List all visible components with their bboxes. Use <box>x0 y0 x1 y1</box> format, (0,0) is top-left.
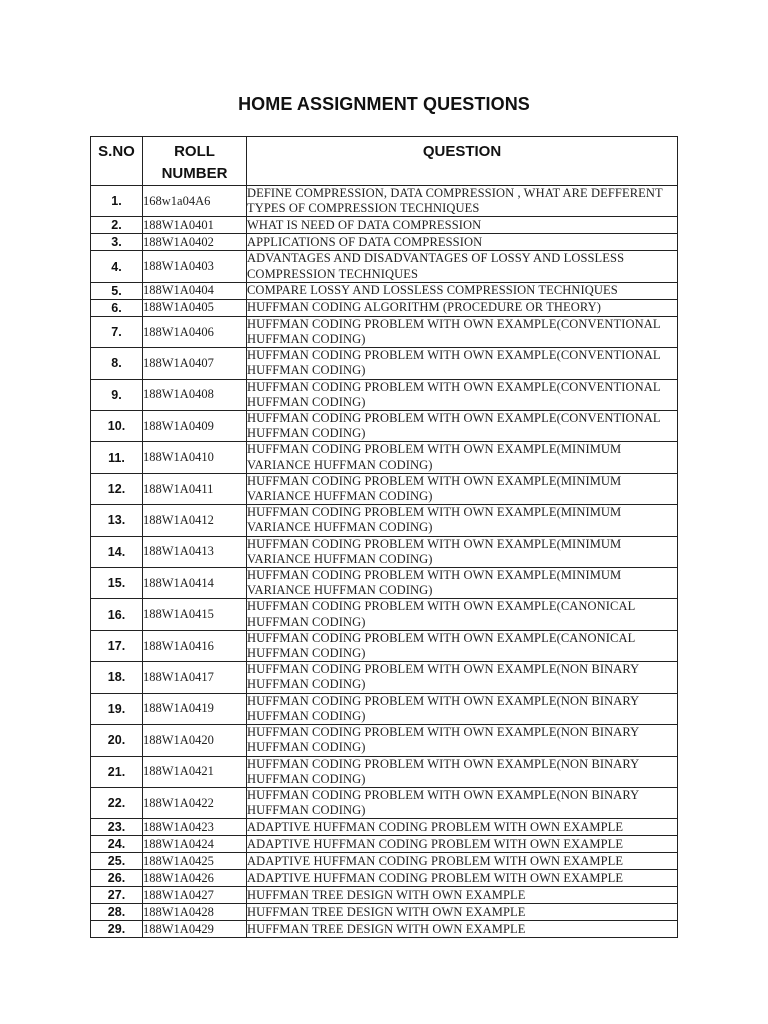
table-row <box>91 599 678 630</box>
row-question: HUFFMAN CODING PROBLEM WITH OWN EXAMPLE(CONVENTIONAL HUFFMAN CODING) <box>247 316 678 347</box>
row-question: HUFFMAN CODING PROBLEM WITH OWN EXAMPLE(MINIMUM VARIANCE HUFFMAN CODING) <box>247 568 678 599</box>
row-roll-number: 188W1A0421 <box>143 756 247 787</box>
row-roll-number: 188W1A0413 <box>143 536 247 567</box>
header-sno: S.NO <box>91 137 143 186</box>
table-header-row <box>91 137 678 186</box>
row-sno: 24. <box>91 836 143 853</box>
table-row <box>91 505 678 536</box>
row-question: DEFINE COMPRESSION, DATA COMPRESSION , WHAT ARE DEFFERENT TYPES OF COMPRESSION TECHNIQUES <box>247 186 678 217</box>
row-sno: 26. <box>91 870 143 887</box>
row-roll-number: 188W1A0410 <box>143 442 247 473</box>
row-roll-number: 188W1A0427 <box>143 887 247 904</box>
row-roll-number: 188W1A0425 <box>143 853 247 870</box>
row-sno: 28. <box>91 904 143 921</box>
row-roll-number: 188W1A0407 <box>143 348 247 379</box>
table-row <box>91 442 678 473</box>
table-row <box>91 630 678 661</box>
table-row <box>91 217 678 234</box>
table-row <box>91 282 678 299</box>
row-roll-number: 188W1A0402 <box>143 234 247 251</box>
row-question: ADAPTIVE HUFFMAN CODING PROBLEM WITH OWN EXAMPLE <box>247 819 678 836</box>
table-row <box>91 299 678 316</box>
row-sno: 12. <box>91 473 143 504</box>
row-roll-number: 188W1A0416 <box>143 630 247 661</box>
table-row <box>91 348 678 379</box>
table-row <box>91 411 678 442</box>
table-row <box>91 887 678 904</box>
row-roll-number: 168w1a04A6 <box>143 186 247 217</box>
row-sno: 19. <box>91 693 143 724</box>
row-roll-number: 188W1A0411 <box>143 473 247 504</box>
row-sno: 21. <box>91 756 143 787</box>
row-question: HUFFMAN CODING PROBLEM WITH OWN EXAMPLE(CONVENTIONAL HUFFMAN CODING) <box>247 379 678 410</box>
table-row <box>91 787 678 818</box>
table-row <box>91 853 678 870</box>
row-question: HUFFMAN CODING ALGORITHM (PROCEDURE OR THEORY) <box>247 299 678 316</box>
row-sno: 20. <box>91 725 143 756</box>
row-roll-number: 188W1A0408 <box>143 379 247 410</box>
row-question: HUFFMAN CODING PROBLEM WITH OWN EXAMPLE(MINIMUM VARIANCE HUFFMAN CODING) <box>247 442 678 473</box>
assignment-table <box>90 136 678 938</box>
row-sno: 3. <box>91 234 143 251</box>
row-roll-number: 188W1A0428 <box>143 904 247 921</box>
header-roll-number: ROLL NUMBER <box>143 137 247 186</box>
table-row <box>91 819 678 836</box>
row-sno: 4. <box>91 251 143 282</box>
table-row <box>91 316 678 347</box>
row-sno: 9. <box>91 379 143 410</box>
row-roll-number: 188W1A0424 <box>143 836 247 853</box>
row-sno: 2. <box>91 217 143 234</box>
table-row <box>91 756 678 787</box>
row-question: HUFFMAN CODING PROBLEM WITH OWN EXAMPLE(MINIMUM VARIANCE HUFFMAN CODING) <box>247 536 678 567</box>
table-row <box>91 473 678 504</box>
row-question: HUFFMAN CODING PROBLEM WITH OWN EXAMPLE(CONVENTIONAL HUFFMAN CODING) <box>247 348 678 379</box>
table-row <box>91 870 678 887</box>
row-sno: 17. <box>91 630 143 661</box>
row-question: HUFFMAN TREE DESIGN WITH OWN EXAMPLE <box>247 904 678 921</box>
row-question: HUFFMAN CODING PROBLEM WITH OWN EXAMPLE(NON BINARY HUFFMAN CODING) <box>247 787 678 818</box>
row-sno: 29. <box>91 921 143 938</box>
row-question: HUFFMAN CODING PROBLEM WITH OWN EXAMPLE(NON BINARY HUFFMAN CODING) <box>247 662 678 693</box>
row-roll-number: 188W1A0409 <box>143 411 247 442</box>
row-question: HUFFMAN CODING PROBLEM WITH OWN EXAMPLE(NON BINARY HUFFMAN CODING) <box>247 725 678 756</box>
row-roll-number: 188W1A0401 <box>143 217 247 234</box>
row-question: ADVANTAGES AND DISADVANTAGES OF LOSSY AND LOSSLESS COMPRESSION TECHNIQUES <box>247 251 678 282</box>
row-sno: 1. <box>91 186 143 217</box>
table-row <box>91 568 678 599</box>
row-sno: 14. <box>91 536 143 567</box>
row-question: HUFFMAN CODING PROBLEM WITH OWN EXAMPLE(NON BINARY HUFFMAN CODING) <box>247 756 678 787</box>
table-row <box>91 186 678 217</box>
row-sno: 6. <box>91 299 143 316</box>
table-row <box>91 725 678 756</box>
row-question: APPLICATIONS OF DATA COMPRESSION <box>247 234 678 251</box>
row-question: HUFFMAN CODING PROBLEM WITH OWN EXAMPLE(MINIMUM VARIANCE HUFFMAN CODING) <box>247 473 678 504</box>
table-row <box>91 693 678 724</box>
row-sno: 22. <box>91 787 143 818</box>
row-roll-number: 188W1A0429 <box>143 921 247 938</box>
row-question: ADAPTIVE HUFFMAN CODING PROBLEM WITH OWN EXAMPLE <box>247 836 678 853</box>
row-sno: 25. <box>91 853 143 870</box>
row-question: HUFFMAN CODING PROBLEM WITH OWN EXAMPLE(NON BINARY HUFFMAN CODING) <box>247 693 678 724</box>
row-roll-number: 188W1A0405 <box>143 299 247 316</box>
row-sno: 8. <box>91 348 143 379</box>
row-question: HUFFMAN TREE DESIGN WITH OWN EXAMPLE <box>247 887 678 904</box>
table-row <box>91 379 678 410</box>
row-roll-number: 188W1A0415 <box>143 599 247 630</box>
row-question: HUFFMAN TREE DESIGN WITH OWN EXAMPLE <box>247 921 678 938</box>
row-roll-number: 188W1A0419 <box>143 693 247 724</box>
row-question: HUFFMAN CODING PROBLEM WITH OWN EXAMPLE(CONVENTIONAL HUFFMAN CODING) <box>247 411 678 442</box>
table-row <box>91 921 678 938</box>
row-question: COMPARE LOSSY AND LOSSLESS COMPRESSION TECHNIQUES <box>247 282 678 299</box>
header-question: QUESTION <box>247 137 678 186</box>
row-roll-number: 188W1A0426 <box>143 870 247 887</box>
row-roll-number: 188W1A0417 <box>143 662 247 693</box>
row-roll-number: 188W1A0422 <box>143 787 247 818</box>
row-roll-number: 188W1A0420 <box>143 725 247 756</box>
page-title: HOME ASSIGNMENT QUESTIONS <box>238 94 530 114</box>
row-question: WHAT IS NEED OF DATA COMPRESSION <box>247 217 678 234</box>
table-row <box>91 251 678 282</box>
row-sno: 18. <box>91 662 143 693</box>
row-question: HUFFMAN CODING PROBLEM WITH OWN EXAMPLE(CANONICAL HUFFMAN CODING) <box>247 630 678 661</box>
row-question: ADAPTIVE HUFFMAN CODING PROBLEM WITH OWN EXAMPLE <box>247 870 678 887</box>
row-sno: 13. <box>91 505 143 536</box>
row-question: HUFFMAN CODING PROBLEM WITH OWN EXAMPLE(CANONICAL HUFFMAN CODING) <box>247 599 678 630</box>
row-sno: 27. <box>91 887 143 904</box>
table-row <box>91 536 678 567</box>
row-sno: 5. <box>91 282 143 299</box>
row-roll-number: 188W1A0412 <box>143 505 247 536</box>
table-row <box>91 234 678 251</box>
row-sno: 7. <box>91 316 143 347</box>
row-sno: 23. <box>91 819 143 836</box>
table-row <box>91 836 678 853</box>
row-sno: 16. <box>91 599 143 630</box>
row-sno: 10. <box>91 411 143 442</box>
row-roll-number: 188W1A0403 <box>143 251 247 282</box>
row-sno: 15. <box>91 568 143 599</box>
row-question: ADAPTIVE HUFFMAN CODING PROBLEM WITH OWN EXAMPLE <box>247 853 678 870</box>
row-sno: 11. <box>91 442 143 473</box>
table-row <box>91 662 678 693</box>
row-roll-number: 188W1A0404 <box>143 282 247 299</box>
row-roll-number: 188W1A0414 <box>143 568 247 599</box>
row-question: HUFFMAN CODING PROBLEM WITH OWN EXAMPLE(MINIMUM VARIANCE HUFFMAN CODING) <box>247 505 678 536</box>
row-roll-number: 188W1A0423 <box>143 819 247 836</box>
table-row <box>91 904 678 921</box>
row-roll-number: 188W1A0406 <box>143 316 247 347</box>
